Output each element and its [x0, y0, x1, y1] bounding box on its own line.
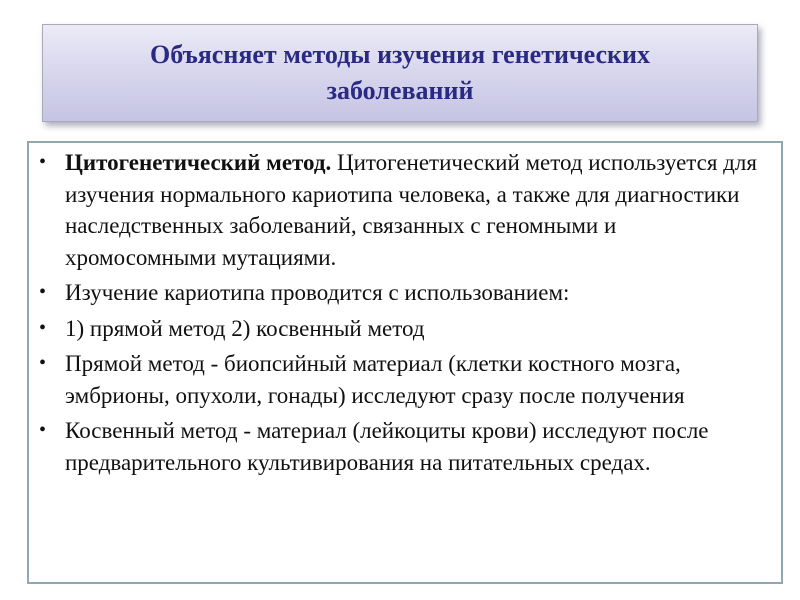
bullet-item [37, 313, 763, 345]
bullet-text: Прямой метод - биопсийный материал (клетки костного мозга, эмбрионы, опухоли, гонады) исследуют сразу после получения [65, 351, 685, 408]
bullet-item [37, 277, 763, 309]
bullet-item [37, 348, 763, 411]
bullet-item [37, 415, 763, 478]
bullet-text: Косвенный метод - материал (лейкоциты крови) исследуют после предварительного культивирования на питательных средах. [65, 418, 709, 475]
bullet-item [37, 147, 763, 273]
bullet-marker-icon: • [39, 352, 47, 374]
slide-content-box [27, 141, 783, 584]
bullet-marker-icon: • [39, 151, 47, 173]
bullet-text: Цитогенетический метод используется для изучения нормального кариотипа человека, а также для диагностики наследственных заболеваний, связанных с геномными и хромосомными мутациями. [65, 150, 757, 270]
bullet-text: Изучение кариотипа проводится с использованием: [65, 280, 570, 305]
bullet-text: 1) прямой метод 2) косвенный метод [65, 315, 425, 341]
bullet-bold-lead: Цитогенетический метод. [65, 150, 332, 175]
bullet-marker-icon: • [39, 281, 47, 303]
bullet-list [37, 147, 763, 482]
bullet-marker-icon: • [39, 316, 47, 339]
slide-title: Объясняет методы изучения генетических заболеваний [150, 40, 650, 105]
bullet-marker-icon: • [39, 419, 47, 441]
slide-title-box [42, 24, 758, 122]
